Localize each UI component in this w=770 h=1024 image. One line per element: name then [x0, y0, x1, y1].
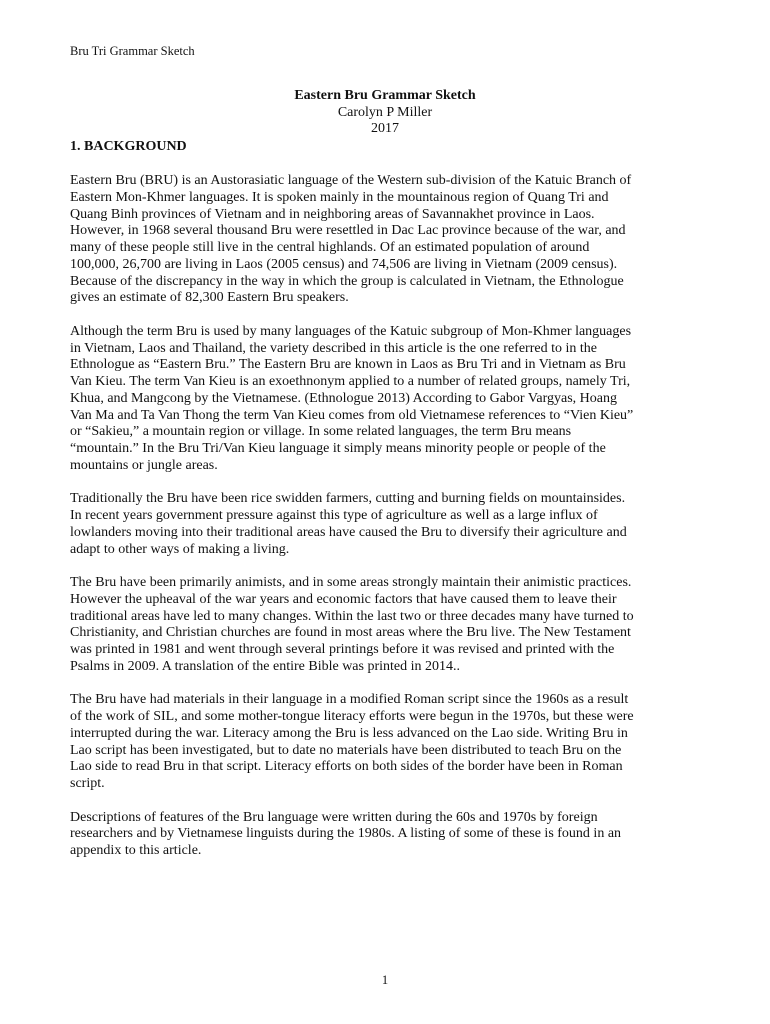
paragraph: Eastern Bru (BRU) is an Austorasiatic language of the Western sub-division of the Katuic Branch of Eastern Mon-Khmer languages. It is spoken mainly in the mountainous region of Quang Tri and Quang Binh provinces of Vietnam and in neighboring areas of Savannakhet province in Laos. However, in 1968 several thousand Bru were resettled in Dac Lac province because of the war, and many of these people still live in the central highlands. Of an estimated population of around 100,000, 26,700 are living in Laos (2005 census) and 74,506 are living in Vietnam (2009 census). Because of the discrepancy in the way in which the group is calculated in Vietnam, the Ethnologue gives an estimate of 82,300 Eastern Bru speakers.	[70, 173, 632, 306]
title-block	[0, 88, 770, 138]
paragraph: Traditionally the Bru have been rice swidden farmers, cutting and burning fields on mountainsides. In recent years government pressure against this type of agriculture as well as a large influx of lowlanders moving into their traditional areas have caused the Bru to diversify their agriculture and adapt to other ways of making a living.	[70, 491, 627, 557]
publication-year: 2017	[371, 121, 399, 136]
page-number: 1	[381, 973, 389, 987]
author-name: Carolyn P Miller	[337, 104, 433, 120]
section-heading: 1. BACKGROUND	[70, 139, 187, 154]
running-header: Bru Tri Grammar Sketch	[70, 44, 195, 58]
paragraph: The Bru have had materials in their language in a modified Roman script since the 1960s as a result of the work of SIL, and some mother-tongue literacy efforts were begun in the 1970s, but these were interrupted during the war. Literacy among the Bru is less advanced on the Lao side. Writing Bru in Lao script has been investigated, but to date no materials have been distributed to teach Bru on the Lao side to read Bru in that script. Literacy efforts on both sides of the border have been in Roman script.	[70, 692, 634, 791]
paragraph: The Bru have been primarily animists, and in some areas strongly maintain their animistic practices. However the upheaval of the war years and economic factors that have caused them to leave their traditional areas have led to many changes. Within the last two or three decades many have turned to Christianity, and Christian churches are found in most areas where the Bru live. The New Testament was printed in 1981 and went through several printings before it was revised and printed with the Psalms in 2009. A translation of the entire Bible was printed in 2014..	[70, 575, 634, 674]
document-title: Eastern Bru Grammar Sketch	[294, 88, 476, 103]
paragraph: Descriptions of features of the Bru language were written during the 60s and 1970s by foreign researchers and by Vietnamese linguists during the 1980s. A listing of some of these is found in an appendix to this article.	[70, 809, 622, 858]
body-text	[70, 173, 702, 877]
paragraph: Although the term Bru is used by many languages of the Katuic subgroup of Mon-Khmer languages in Vietnam, Laos and Thailand, the variety described in this article is the one referred to in the Ethnologue as “Eastern Bru.” The Eastern Bru are known in Laos as Bru Tri and in Vietnam as Bru Van Kieu. The term Van Kieu is an exoethnonym applied to a number of related groups, namely Tri, Khua, and Mangcong by the Vietnamese. (Ethnologue 2013) According to Gabor Vargyas, Hoang Van Ma and Ta Van Thong the term Van Kieu comes from old Vietnamese references to “Vien Kieu” or “Sakieu,” a mountain region or village. In some related languages, the term Bru means “mountain.” In the Bru Tri/Van Kieu language it simply means minority people or people of the mountains or jungle areas.	[70, 323, 634, 473]
